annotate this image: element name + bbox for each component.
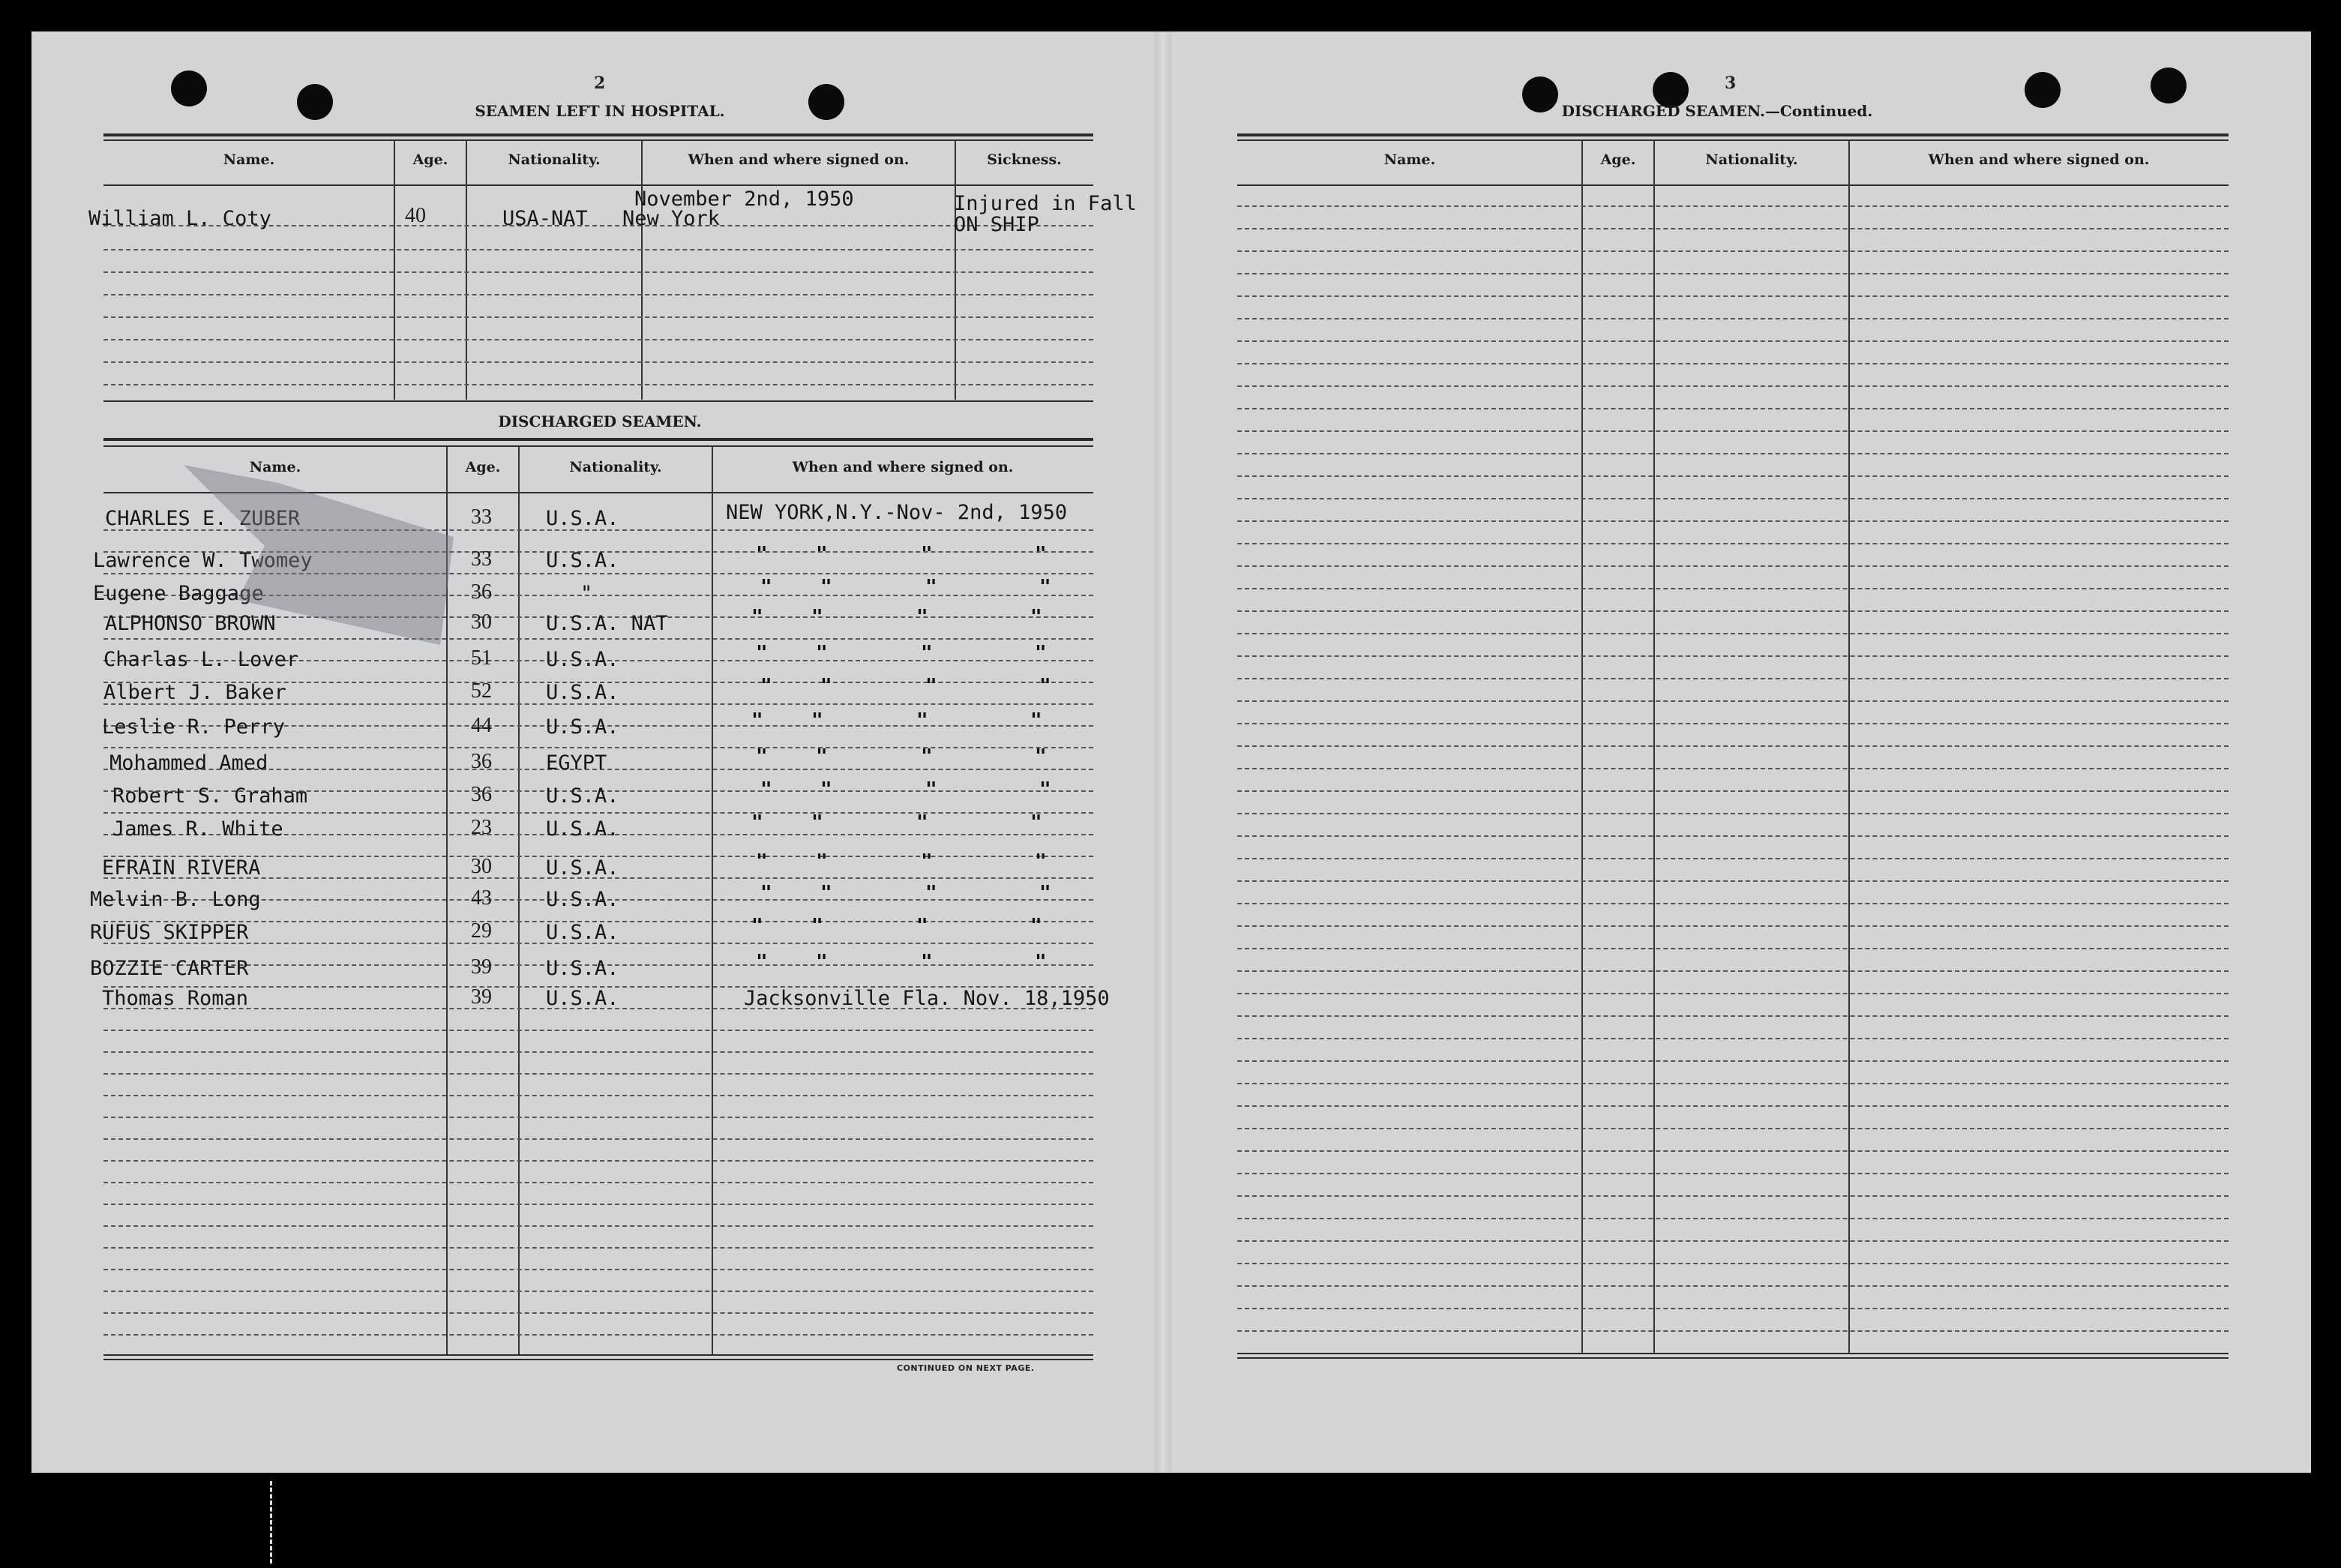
seaman-name: Thomas Roman — [102, 987, 249, 1010]
seaman-name: James R. White — [112, 817, 283, 841]
divider — [103, 1359, 1093, 1360]
column-header-age: Age. — [465, 459, 501, 475]
seaman-nationality: U.S.A. — [546, 817, 619, 841]
column-header-sickness: Sickness. — [987, 151, 1062, 168]
ruled-row — [1237, 1330, 2229, 1332]
seaman-age: 43 — [471, 886, 492, 910]
ruled-row — [1237, 453, 2229, 454]
ruled-row — [1237, 1038, 2229, 1039]
seaman-age: 33 — [471, 547, 492, 571]
column-rule — [1653, 141, 1655, 1353]
ditto-mark: " — [921, 951, 933, 973]
ruled-row — [1237, 228, 2229, 229]
ditto-mark: " — [760, 576, 772, 598]
ditto-mark: " — [921, 745, 933, 768]
ruled-row — [1237, 970, 2229, 972]
ruled-row — [103, 747, 1093, 748]
seaman-age: 51 — [471, 646, 492, 670]
ruled-row — [103, 316, 1093, 318]
ditto-mark: " — [1035, 850, 1047, 873]
seaman-nationality: U.S.A. NAT — [546, 612, 668, 635]
ruled-row — [1237, 700, 2229, 702]
hospital-section-title: SEAMEN LEFT IN HOSPITAL. — [475, 102, 725, 120]
seaman-age: 36 — [471, 580, 492, 604]
column-header-nationality: Nationality. — [569, 459, 662, 475]
ditto-mark: " — [1039, 778, 1051, 801]
seaman-nationality: U.S.A. — [546, 957, 619, 980]
seaman-nationality: U.S.A. — [546, 507, 619, 530]
hospital-entry-nationality: USA-NAT — [502, 207, 588, 230]
seaman-nationality: U.S.A. — [546, 681, 619, 704]
ruled-row — [103, 361, 1093, 363]
ruled-row — [103, 1291, 1093, 1292]
ditto-mark: " — [756, 642, 768, 664]
column-header-name: Name. — [223, 151, 275, 168]
ruled-row — [1237, 205, 2229, 207]
seaman-age: 44 — [471, 714, 492, 737]
ruled-row — [103, 812, 1093, 814]
ruled-row — [103, 384, 1093, 385]
ruled-row — [1237, 1285, 2229, 1287]
seaman-name: BOZZIE CARTER — [90, 957, 249, 980]
ditto-mark: " — [916, 811, 928, 834]
ditto-mark: " — [916, 606, 928, 628]
ruled-row — [1237, 903, 2229, 904]
seaman-name: EFRAIN RIVERA — [102, 856, 261, 880]
divider — [103, 400, 1093, 402]
divider — [103, 1354, 1093, 1356]
ruled-row — [1237, 610, 2229, 612]
column-header-age: Age. — [1600, 151, 1636, 168]
ditto-mark: " — [756, 543, 768, 565]
ditto-mark: " — [760, 882, 772, 904]
ruled-row — [1237, 948, 2229, 949]
ditto-mark: " — [816, 850, 828, 873]
ditto-mark: " — [751, 606, 763, 628]
ruled-row — [103, 1051, 1093, 1053]
ditto-mark: " — [925, 675, 937, 697]
column-header-signed-on: When and where signed on. — [792, 459, 1014, 475]
seaman-age: 30 — [471, 610, 492, 634]
ditto-mark: " — [1030, 915, 1042, 937]
hospital-entry-sickness-2: ON SHIP — [954, 213, 1039, 236]
column-header-age: Age. — [412, 151, 448, 168]
divider — [1237, 133, 2229, 136]
seaman-nationality: U.S.A. — [546, 784, 619, 808]
first-signed-on: NEW YORK,N.Y.-Nov- 2nd, 1950 — [726, 501, 1068, 524]
ditto-mark: " — [756, 850, 768, 873]
ruled-row — [103, 1117, 1093, 1118]
ruled-row — [1237, 498, 2229, 499]
page-fold — [1155, 31, 1171, 1473]
ruled-row — [1237, 1083, 2229, 1084]
ruled-row — [103, 1095, 1093, 1096]
ruled-row — [103, 249, 1093, 250]
seaman-name: CHARLES E. ZUBER — [105, 507, 301, 530]
seaman-nationality: U.S.A. — [546, 987, 619, 1010]
ruled-row — [1237, 678, 2229, 679]
seaman-age: 36 — [471, 783, 492, 806]
ditto-mark: " — [756, 951, 768, 973]
ruled-row — [1237, 993, 2229, 994]
ruled-row — [1237, 925, 2229, 927]
seaman-age: 33 — [471, 505, 492, 529]
ditto-mark: " — [1039, 882, 1051, 904]
ruled-row — [103, 1269, 1093, 1270]
seaman-nationality: U.S.A. — [546, 888, 619, 911]
ditto-mark: " — [760, 675, 772, 697]
seaman-name: Leslie R. Perry — [102, 715, 285, 739]
seaman-name: Robert S. Graham — [112, 784, 308, 808]
ruled-row — [1237, 273, 2229, 274]
ditto-mark: " — [820, 576, 832, 598]
ditto-mark: " — [1035, 951, 1047, 973]
seaman-age: 52 — [471, 679, 492, 703]
column-rule — [518, 447, 520, 1354]
seaman-age: 23 — [471, 816, 492, 839]
seaman-nationality: U.S.A. — [546, 648, 619, 671]
seaman-name: Lawrence W. Twomey — [93, 549, 313, 572]
ruled-row — [1237, 1218, 2229, 1219]
hospital-entry-signed-date: November 2nd, 1950 — [634, 187, 854, 211]
column-rule — [1581, 141, 1583, 1353]
ruled-row — [1237, 880, 2229, 882]
punch-hole — [2025, 72, 2061, 108]
hospital-entry-name: William L. Coty — [88, 207, 271, 230]
ruled-row — [1237, 633, 2229, 634]
ruled-row — [1237, 363, 2229, 364]
ruled-row — [1237, 1173, 2229, 1174]
ditto-mark: " — [921, 642, 933, 664]
column-header-name: Name. — [1383, 151, 1436, 168]
ruled-row — [1237, 430, 2229, 432]
last-signed-on: Jacksonville Fla. Nov. 18,1950 — [744, 987, 1110, 1010]
ruled-row — [1237, 520, 2229, 522]
seaman-name: Eugene Baggage — [93, 582, 264, 605]
ruled-row — [1237, 1308, 2229, 1309]
ditto-mark: " — [811, 709, 823, 732]
ruled-row — [1237, 655, 2229, 657]
page-number: 3 — [1725, 73, 1737, 93]
ditto-mark: " — [820, 675, 832, 697]
seaman-name: Mohammed Amed — [109, 751, 268, 775]
ruled-row — [1237, 858, 2229, 859]
ruled-row — [1237, 408, 2229, 409]
seaman-name: ALPHONSO BROWN — [105, 612, 276, 635]
ditto-mark: " — [916, 915, 928, 937]
ruled-row — [1237, 340, 2229, 342]
edge-mark — [270, 1481, 275, 1564]
ruled-row — [1237, 318, 2229, 319]
hospital-entry-sickness: Injured in Fall — [954, 192, 1137, 215]
punch-hole — [297, 84, 333, 120]
ditto-mark: " — [1039, 675, 1051, 697]
ditto-mark: " — [811, 811, 823, 834]
ditto-mark: " — [1039, 576, 1051, 598]
ruled-row — [103, 1138, 1093, 1140]
ruled-row — [1237, 1105, 2229, 1107]
ruled-row — [1237, 1150, 2229, 1152]
seaman-name: Charlas L. Lover — [103, 648, 299, 671]
seaman-nationality: U.S.A. — [546, 921, 619, 944]
ditto-mark: " — [756, 745, 768, 768]
divider — [1237, 1357, 2229, 1359]
seaman-name: Melvin B. Long — [90, 888, 261, 911]
column-rule — [1848, 141, 1850, 1353]
document-sheet — [31, 31, 2311, 1473]
ruled-row — [1237, 475, 2229, 477]
page-number: 2 — [594, 73, 606, 93]
seaman-age: 36 — [471, 750, 492, 773]
ruled-row — [103, 271, 1093, 273]
seaman-nationality: U.S.A. — [546, 715, 619, 739]
ditto-mark: " — [811, 606, 823, 628]
column-header-name: Name. — [249, 459, 301, 475]
ruled-row — [103, 294, 1093, 295]
ruled-row — [1237, 250, 2229, 252]
column-header-nationality: Nationality. — [1705, 151, 1798, 168]
hospital-entry-signed-place: New York — [622, 207, 721, 230]
ruled-row — [103, 1160, 1093, 1162]
page-title: DISCHARGED SEAMEN.—Continued. — [1561, 102, 1873, 120]
ruled-row — [103, 1247, 1093, 1249]
divider — [103, 445, 1093, 447]
ditto-mark: " — [1035, 745, 1047, 768]
ruled-row — [1237, 723, 2229, 724]
hospital-entry-age: 40 — [405, 204, 426, 227]
seaman-nationality: EGYPT — [546, 751, 607, 775]
ruled-row — [1237, 1263, 2229, 1264]
ruled-row — [1237, 1128, 2229, 1129]
column-header-signed-on: When and where signed on. — [1928, 151, 2150, 168]
ditto-mark: " — [1030, 709, 1042, 732]
seaman-age: 39 — [471, 985, 492, 1009]
ditto-mark: " — [921, 543, 933, 565]
divider — [103, 139, 1093, 141]
punch-hole — [171, 70, 207, 106]
ruled-row — [1237, 1240, 2229, 1242]
seaman-nationality: U.S.A. — [546, 549, 619, 572]
ruled-row — [1237, 1015, 2229, 1017]
discharged-section-title: DISCHARGED SEAMEN. — [498, 412, 702, 430]
divider — [103, 133, 1093, 136]
column-header-nationality: Nationality. — [508, 151, 601, 168]
ruled-row — [1237, 1195, 2229, 1197]
ditto-mark: " — [816, 745, 828, 768]
ditto-mark: " — [925, 576, 937, 598]
ruled-row — [103, 1182, 1093, 1183]
ruled-row — [103, 1225, 1093, 1227]
ditto-mark: " — [760, 778, 772, 801]
divider — [1237, 184, 2229, 186]
ruled-row — [1237, 768, 2229, 769]
ditto-mark: " — [820, 882, 832, 904]
ruled-row — [103, 339, 1093, 340]
ditto-mark: " — [1035, 642, 1047, 664]
ditto-mark: " — [921, 850, 933, 873]
ditto-mark: " — [816, 543, 828, 565]
seaman-age: 30 — [471, 855, 492, 878]
seaman-nationality: " — [580, 582, 593, 605]
ruled-row — [1237, 588, 2229, 589]
ditto-mark: " — [816, 951, 828, 973]
ditto-mark: " — [751, 811, 763, 834]
ruled-row — [1237, 790, 2229, 792]
seaman-age: 39 — [471, 955, 492, 979]
ditto-mark: " — [1035, 543, 1047, 565]
ruled-row — [103, 1073, 1093, 1075]
seaman-age: 29 — [471, 919, 492, 943]
divider — [103, 438, 1093, 441]
ditto-mark: " — [925, 882, 937, 904]
ruled-row — [1237, 1060, 2229, 1062]
ruled-row — [1237, 385, 2229, 387]
ruled-row — [1237, 543, 2229, 544]
ruled-row — [1237, 835, 2229, 837]
seaman-name: RUFUS SKIPPER — [90, 921, 249, 944]
footer-continued: CONTINUED ON NEXT PAGE. — [897, 1363, 1035, 1373]
divider — [103, 184, 1093, 186]
ruled-row — [103, 1312, 1093, 1314]
column-header-signed-on: When and where signed on. — [688, 151, 910, 168]
ditto-mark: " — [816, 642, 828, 664]
ditto-mark: " — [925, 778, 937, 801]
ruled-row — [1237, 565, 2229, 567]
ruled-row — [103, 1204, 1093, 1205]
ditto-mark: " — [811, 915, 823, 937]
seaman-name: Albert J. Baker — [103, 681, 286, 704]
ditto-mark: " — [820, 778, 832, 801]
ruled-row — [1237, 295, 2229, 297]
ditto-mark: " — [751, 915, 763, 937]
divider — [1237, 1353, 2229, 1354]
seaman-nationality: U.S.A. — [546, 856, 619, 880]
ditto-mark: " — [916, 709, 928, 732]
ruled-row — [103, 1030, 1093, 1031]
ruled-row — [103, 1334, 1093, 1336]
ditto-mark: " — [1030, 811, 1042, 834]
ruled-row — [103, 638, 1093, 640]
ruled-row — [1237, 813, 2229, 814]
ditto-mark: " — [751, 709, 763, 732]
punch-hole — [2151, 67, 2187, 103]
punch-hole — [808, 84, 844, 120]
ruled-row — [1237, 745, 2229, 747]
ditto-mark: " — [1030, 606, 1042, 628]
column-rule — [712, 447, 713, 1354]
divider — [1237, 139, 2229, 141]
